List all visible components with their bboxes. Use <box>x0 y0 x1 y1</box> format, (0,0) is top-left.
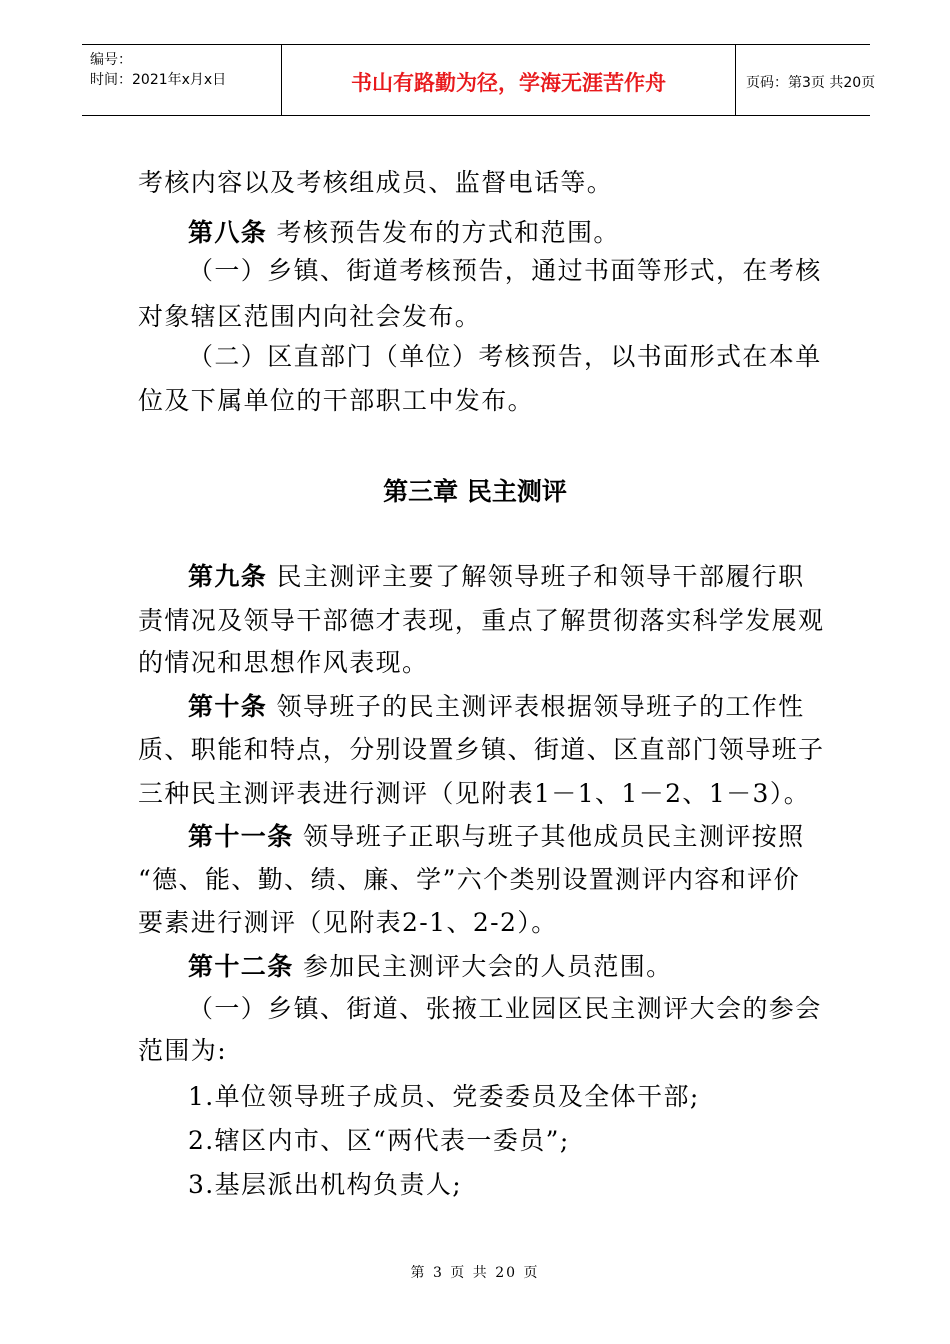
time-label: 时间：2021年x月x日 <box>90 72 227 88</box>
list-item: 3.基层派出机构负责人; <box>188 1170 463 1199</box>
list-item: 2.辖区内市、区“两代表一委员”; <box>188 1126 570 1155</box>
article-12 <box>188 944 673 990</box>
paragraph-line: 对象辖区范围内向社会发布。 <box>138 302 482 331</box>
article-10-text: 领导班子的民主测评表根据领导班子的工作性 <box>267 692 805 721</box>
page-footer: 第 3 页 共 20 页 <box>410 1265 540 1281</box>
article-9-title: 第九条 <box>188 562 268 591</box>
header-motto: 书山有路勤为径，学海无涯苦作舟 <box>351 71 666 95</box>
paragraph-line: 考核内容以及考核组成员、监督电话等。 <box>138 168 614 197</box>
article-11-title: 第十一条 <box>188 822 294 851</box>
paragraph-line: （一）乡镇、街道、张掖工业园区民主测评大会的参会 <box>188 994 822 1023</box>
paragraph-line: 三种民主测评表进行测评（见附表1－1、1－2、1－3）。 <box>138 779 811 808</box>
paragraph-line: 位及下属单位的干部职工中发布。 <box>138 386 535 415</box>
article-11 <box>188 814 805 860</box>
article-10 <box>188 684 805 730</box>
header-page-info: 页码：第3页 共20页 <box>746 75 876 91</box>
header-motto-cell <box>282 45 736 115</box>
page-header <box>82 44 876 116</box>
chapter-heading: 第三章 民主测评 <box>383 477 567 506</box>
article-10-title: 第十条 <box>188 692 268 721</box>
paragraph-line: 质、职能和特点，分别设置乡镇、街道、区直部门领导班子 <box>138 735 825 764</box>
article-8-title: 第八条 <box>188 218 268 247</box>
article-11-text: 领导班子正职与班子其他成员民主测评按照 <box>293 822 805 851</box>
list-item: 1.单位领导班子成员、党委委员及全体干部; <box>188 1082 700 1111</box>
article-9 <box>188 554 805 600</box>
header-meta-cell <box>82 45 282 115</box>
paragraph-line: 要素进行测评（见附表2-1、2-2）。 <box>138 908 558 937</box>
paragraph-line: “德、能、勤、绩、廉、学”六个类别设置测评内容和评价 <box>138 865 800 894</box>
header-page-cell <box>736 45 876 115</box>
paragraph-line: （一）乡镇、街道考核预告，通过书面等形式，在考核 <box>188 256 822 285</box>
article-12-text: 参加民主测评大会的人员范围。 <box>293 952 673 981</box>
paragraph-line: 责情况及领导干部德才表现，重点了解贯彻落实科学发展观 <box>138 606 825 635</box>
paragraph-line: （二）区直部门（单位）考核预告，以书面形式在本单 <box>188 342 822 371</box>
number-label: 编号： <box>90 52 132 68</box>
paragraph-line: 的情况和思想作风表现。 <box>138 648 429 677</box>
paragraph-line: 范围为: <box>138 1036 228 1065</box>
article-8-text: 考核预告发布的方式和范围。 <box>267 218 620 247</box>
article-9-text: 民主测评主要了解领导班子和领导干部履行职 <box>267 562 805 591</box>
article-12-title: 第十二条 <box>188 952 294 981</box>
